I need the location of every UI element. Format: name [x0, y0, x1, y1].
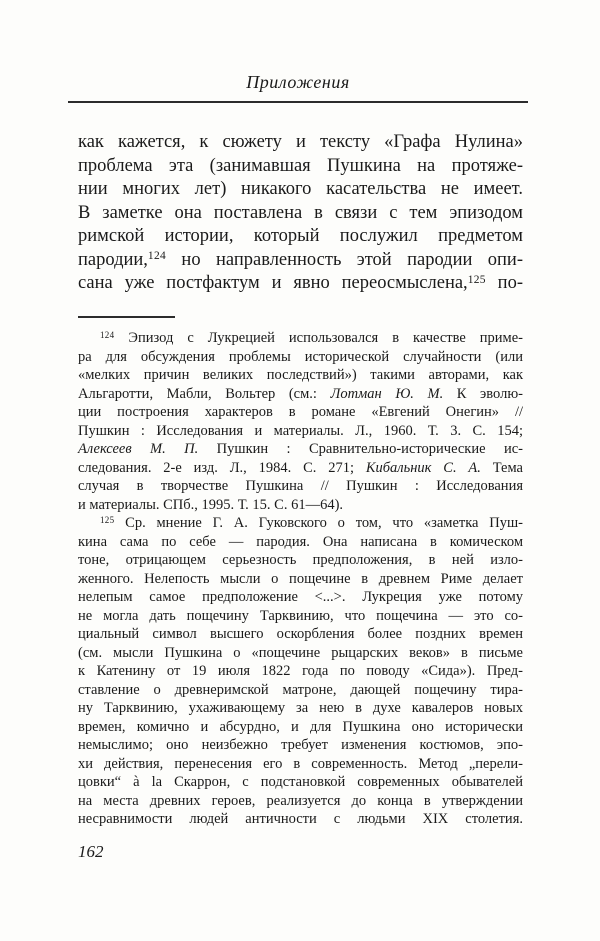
text-line [78, 249, 523, 273]
text-line [78, 131, 523, 155]
text-line [78, 773, 523, 792]
text-segment: нии многих лет) никакого касательства не имеет. [78, 179, 523, 199]
body-text [78, 131, 523, 296]
text-segment: ставление о древнеримской матроне, дающей пощечину тира- [78, 681, 523, 698]
text-segment: ции построения характеров в романе «Евгений Онегин» // [78, 404, 523, 420]
text-line [78, 514, 523, 533]
text-segment: Лотман Ю. М. [330, 385, 444, 402]
text-line [78, 329, 523, 348]
text-segment: В заметке она поставлена в связи с тем эпизодом [78, 202, 523, 223]
text-segment: Пушкин : Сравнительно-исторические ис- [198, 441, 523, 457]
text-line [78, 272, 523, 296]
text-segment: немыслимо; оно неизбежно требует изменения костюмов, эпо- [78, 737, 523, 753]
text-line [78, 385, 523, 404]
text-segment: кина сама по себе — пародия. Она написана в комическом [78, 533, 523, 550]
text-segment: Тема [480, 459, 523, 476]
text-segment: Алексеев М. П. [78, 441, 199, 457]
text-segment: «мелких причин великих последствий») такими авторами, как [78, 367, 523, 383]
text-segment: несравнимости людей античности с людьми XIX столетия. [78, 811, 523, 827]
text-segment: К эволю- [443, 385, 523, 402]
text-line [78, 792, 523, 811]
footnote-marker: 125 [100, 514, 115, 525]
text-line [78, 810, 523, 829]
text-line [78, 440, 523, 459]
text-segment: сана уже постфактум и явно переосмыслена, [78, 273, 468, 293]
text-line [78, 366, 523, 385]
text-line [78, 477, 523, 496]
text-segment: не могла дать пощечину Тарквинию, что пощечина — это со- [78, 607, 523, 624]
text-line [78, 202, 523, 226]
footnote-marker: 125 [467, 273, 486, 286]
text-line [78, 644, 523, 663]
text-line [78, 570, 523, 589]
footnote-marker: 124 [100, 329, 115, 340]
text-segment: случая в творчестве Пушкина // Пушкин : Исследования [78, 478, 523, 494]
text-segment: как кажется, к сюжету и тексту «Графа Нулина» [78, 132, 523, 152]
text-segment: и материалы. СПб., 1995. Т. 15. С. 61—64). [78, 496, 344, 513]
text-line [78, 755, 523, 774]
text-line [78, 681, 523, 700]
text-segment: Кибальник С. А. [365, 459, 481, 476]
text-line [78, 348, 523, 367]
text-line [78, 625, 523, 644]
text-segment: нелепым самое предположение <...>. Лукреция уже потому [78, 589, 523, 605]
text-segment: (см. мысли Пушкина о «пощечине рыцарских веков» в письме [78, 644, 523, 661]
text-line [78, 178, 523, 202]
text-line [78, 533, 523, 552]
text-line [78, 588, 523, 607]
text-line [78, 225, 523, 249]
text-line [78, 736, 523, 755]
text-segment: Эпизод с Лукрецией использовался в качестве приме- [114, 330, 523, 346]
text-line [78, 459, 523, 478]
text-segment: тоне, отрицающем серьезность предположения, в ней изло- [78, 552, 523, 568]
text-segment: к Катенину от 19 июля 1822 года по поводу «Сида»). Пред- [78, 663, 523, 679]
text-line [78, 699, 523, 718]
text-segment: ну Тарквинию, ухаживающему за нею в духе кавалеров новых [78, 700, 523, 716]
text-line [78, 607, 523, 626]
footnote-separator [78, 316, 175, 318]
text-segment: но направленность этой пародии опи- [166, 249, 523, 270]
text-segment: пародии, [78, 249, 148, 270]
footnotes-section [78, 329, 523, 829]
text-segment: циальный символ высшего оскорбления более поздних времен [78, 626, 523, 642]
text-segment: цовки“ à la Скаррон, с подстановкой современных обывателей [78, 774, 523, 790]
page-number: 162 [78, 842, 104, 861]
footnote-125 [78, 514, 523, 829]
text-segment: ра для обсуждения проблемы исторической случайности (или [78, 348, 523, 365]
text-line [78, 155, 523, 179]
text-line [78, 422, 523, 441]
text-segment: времен, комично и абсурдно, и для Пушкина оно исторически [78, 718, 523, 735]
text-segment: проблема эта (занимавшая Пушкина на протяже- [78, 155, 523, 176]
text-line [78, 718, 523, 737]
text-segment: хи действия, перенесения его в современность. Метод „перели- [78, 755, 523, 772]
text-segment: римской истории, который послужил предметом [78, 226, 523, 246]
text-segment: по- [485, 273, 523, 293]
text-segment: Пушкин : Исследования и материалы. Л., 1960. Т. 3. С. 154; [78, 422, 523, 439]
running-header-title: Приложения [246, 72, 350, 92]
text-segment: женного. Нелепость мысли о пощечине в древнем Риме делает [78, 570, 523, 587]
text-segment: следования. 2-е изд. Л., 1984. С. 271; [78, 459, 366, 476]
text-segment: Ср. мнение Г. А. Гуковского о том, что «заметка Пуш- [114, 515, 523, 531]
text-line [78, 496, 523, 515]
header-rule [68, 101, 528, 103]
text-segment: Альгаротти, Мабли, Вольтер (см.: [78, 385, 331, 402]
text-line [78, 662, 523, 681]
text-line [78, 551, 523, 570]
text-line [78, 403, 523, 422]
text-segment: на места древних героев, реализуется до конца в утверждении [78, 792, 523, 809]
footnote-124 [78, 329, 523, 514]
footnote-marker: 124 [147, 250, 167, 263]
